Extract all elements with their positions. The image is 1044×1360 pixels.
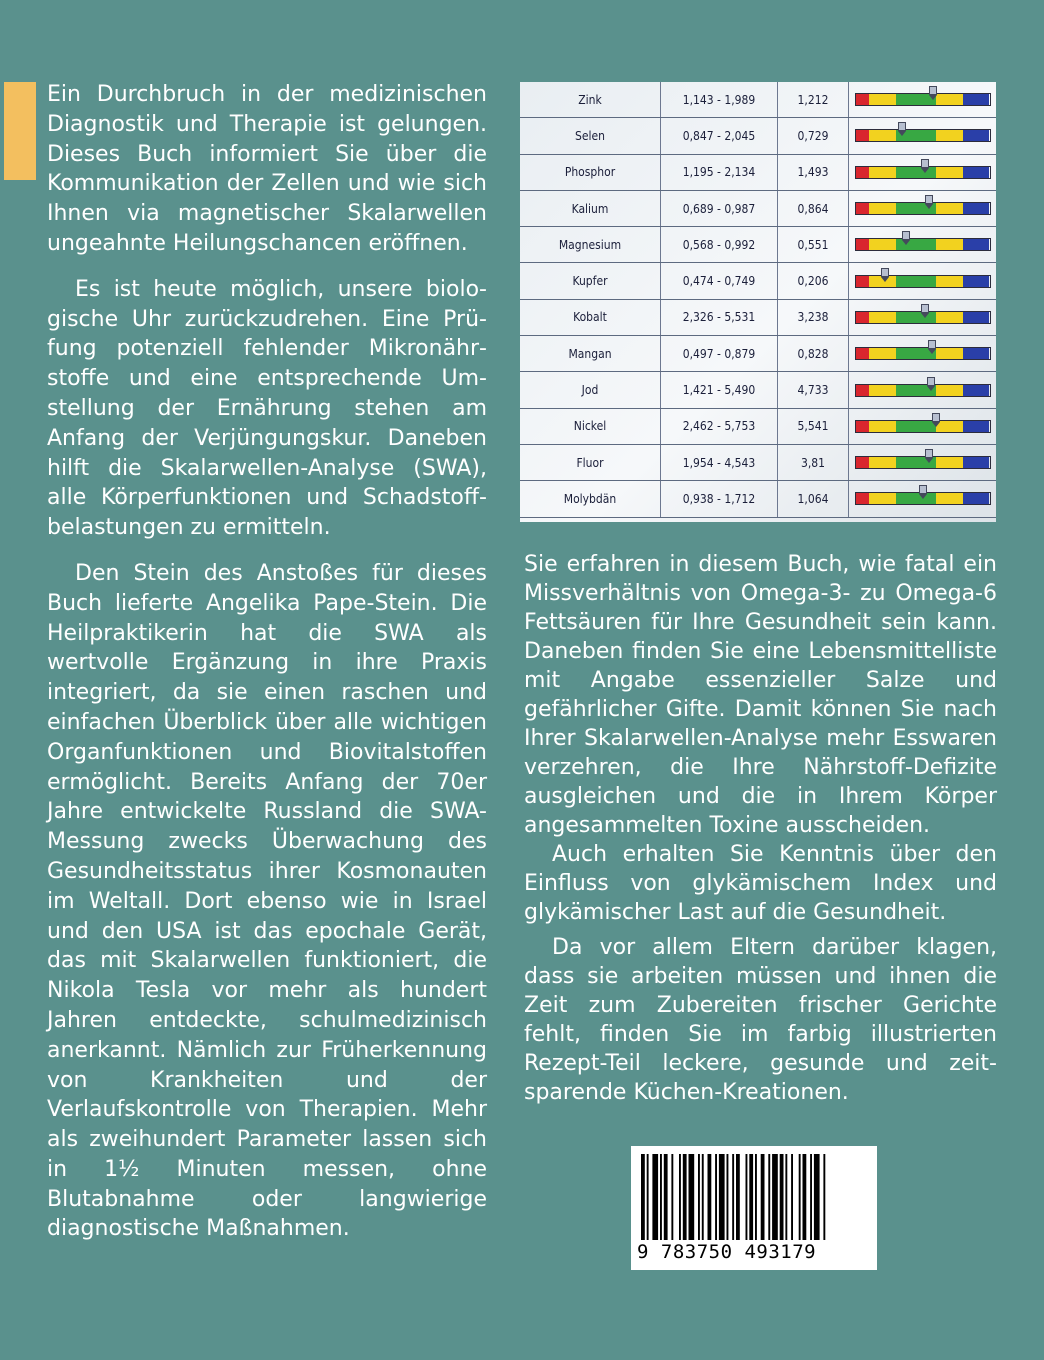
right-paragraph-1: Sie erfahren in diesem Buch, wie fatal ein Missverhältnis von Omega-3- zu Omega-6 Fettsäuren für Ihre Gesundheit sein kann. Daneben finden Sie eine Lebensmittelliste mit Angabe essenzieller Salze und gefährlicher Gifte. Damit können Sie nach Ihrer Skalarwellen-Analyse mehr Esswaren verzehren, die Ihre Nährstoff-Defizite ausgleichen und die in Ihrem Körper angesammelten Toxine ausscheiden.: [524, 552, 997, 838]
mineral-name: Jod: [520, 372, 661, 408]
level-gauge: [849, 118, 997, 154]
level-gauge: [849, 481, 997, 517]
gauge-bar: [855, 456, 991, 469]
mineral-name: Molybdän: [520, 481, 661, 517]
gauge-bar: [855, 311, 991, 324]
barcode-bar: [708, 1154, 712, 1240]
barcode-bar: [683, 1154, 687, 1240]
mineral-name: Selen: [520, 118, 661, 154]
barcode-bar: [715, 1154, 717, 1240]
barcode-bar: [732, 1154, 734, 1240]
barcode-bar: [736, 1154, 740, 1240]
measured-value: 3,238: [778, 299, 849, 335]
barcode-bar: [803, 1154, 807, 1240]
mineral-name: Magnesium: [520, 227, 661, 263]
accent-bar: [4, 82, 36, 180]
mineral-name: Kalium: [520, 190, 661, 226]
gauge-bar: [855, 347, 991, 360]
measured-value: 1,493: [778, 154, 849, 190]
barcode-bar: [719, 1154, 725, 1240]
level-gauge: [849, 263, 997, 299]
table-row: [520, 481, 996, 517]
level-gauge: [849, 444, 997, 480]
barcode-digits: 9 783750 493179: [637, 1241, 817, 1263]
level-gauge: [849, 227, 997, 263]
gauge-bar: [855, 202, 991, 215]
table-row: [520, 444, 996, 480]
gauge-bar: [855, 384, 991, 397]
barcode-bar: [780, 1154, 784, 1240]
barcode-bar: [702, 1154, 704, 1240]
level-gauge: [849, 336, 997, 372]
measured-value: 1,212: [778, 82, 849, 118]
table-row: [520, 408, 996, 444]
mineral-table: [520, 82, 996, 518]
reference-range: 1,421 - 5,490: [661, 372, 778, 408]
gauge-marker-icon: [929, 86, 937, 100]
measured-value: 1,064: [778, 481, 849, 517]
barcode-bar: [647, 1154, 649, 1240]
measured-value: 0,206: [778, 263, 849, 299]
gauge-marker-icon: [927, 377, 935, 391]
measured-value: 5,541: [778, 408, 849, 444]
level-gauge: [849, 299, 997, 335]
barcode-bar: [749, 1154, 753, 1240]
gauge-bar: [855, 166, 991, 179]
barcode-bars: [641, 1154, 867, 1240]
barcode-bar: [768, 1154, 770, 1240]
gauge-marker-icon: [921, 304, 929, 318]
reference-range: 1,195 - 2,134: [661, 154, 778, 190]
mineral-name: Kupfer: [520, 263, 661, 299]
barcode-bar: [746, 1154, 748, 1240]
mineral-name: Zink: [520, 82, 661, 118]
gauge-bar: [855, 492, 991, 505]
measured-value: 4,733: [778, 372, 849, 408]
gauge-marker-icon: [921, 159, 929, 173]
barcode-bar: [660, 1154, 662, 1240]
table-row: [520, 372, 996, 408]
table-row: [520, 299, 996, 335]
table-row: [520, 154, 996, 190]
mineral-name: Phosphor: [520, 154, 661, 190]
reference-range: 0,689 - 0,987: [661, 190, 778, 226]
barcode-bar: [799, 1154, 801, 1240]
barcode-bar: [664, 1154, 668, 1240]
level-gauge: [849, 190, 997, 226]
barcode-bar: [641, 1154, 645, 1240]
reference-range: 0,938 - 1,712: [661, 481, 778, 517]
barcode-bar: [814, 1154, 820, 1240]
reference-range: 2,462 - 5,753: [661, 408, 778, 444]
table-row: [520, 190, 996, 226]
gauge-marker-icon: [932, 413, 940, 427]
barcode-bar: [785, 1154, 787, 1240]
measured-value: 3,81: [778, 444, 849, 480]
barcode-bar: [823, 1154, 825, 1240]
gauge-bar: [855, 129, 991, 142]
gauge-marker-icon: [881, 268, 889, 282]
reference-range: 1,954 - 4,543: [661, 444, 778, 480]
table-row: [520, 336, 996, 372]
gauge-marker-icon: [902, 231, 910, 245]
left-text-column: [47, 80, 487, 1244]
left-paragraph-2: Es ist heute möglich, unsere biologische Uhr zurückzudrehen. Eine Prüfung potenziell fehlender Mikronährstoffe und eine entsprechende Umstellung der Ernährung stehen am Anfang der Verjüngungskur. Daneben hilft die Skalarwellen-Analyse (SWA), alle Körperfunktionen und Schadstoffbelastungen zu ermitteln.: [47, 276, 487, 541]
gauge-bar: [855, 238, 991, 251]
mineral-name: Nickel: [520, 408, 661, 444]
right-text-column: [524, 550, 997, 1107]
barcode-bar: [679, 1154, 681, 1240]
reference-range: 0,847 - 2,045: [661, 118, 778, 154]
gauge-marker-icon: [928, 340, 936, 354]
table-row: [520, 227, 996, 263]
left-paragraph-3: Den Stein des Anstoßes für dieses Buch lieferte Angelika Pape-Stein. Die Heilpraktikerin hat die SWA als wertvolle Ergänzung in ihre Praxis integriert, da sie einen raschen und einfachen Überblick über alle wichtigen Organfunktionen und Biovitalstoffen ermöglicht. Bereits Anfang der 70er Jahre entwickelte Russland die SWA-Messung zwecks Überwachung des Gesundheitsstatus ihrer Kosmonauten im Weltall. Dort ebenso wie in Israel und den USA ist das epochale Gerät, das mit Skalarwellen funktioniert, die Nikola Tesla vor mehr als hundert Jahren entdeckte, schulmedizinisch anerkannt. Nämlich zur Früherkennung von Krankheiten und der Verlaufskontrolle von Therapien. Mehr als zweihundert Parameter lassen sich in 1½ Minuten messen, ohne Blutabnahme oder langwierige diagnostische Maßnahmen.: [47, 560, 487, 1242]
analysis-photo: [520, 82, 996, 522]
gauge-bar: [855, 93, 991, 106]
barcode-bar: [652, 1154, 658, 1240]
right-paragraph-2: Auch erhalten Sie Kenntnis über den Einfluss von glykämischem Index und glykämischer Last auf die Gesundheit.: [524, 842, 997, 925]
gauge-bar: [855, 275, 991, 288]
barcode-bar: [689, 1154, 695, 1240]
gauge-marker-icon: [898, 122, 906, 136]
barcode-bar: [761, 1154, 765, 1240]
barcode-bar: [772, 1154, 778, 1240]
barcode-bar: [698, 1154, 700, 1240]
measured-value: 0,729: [778, 118, 849, 154]
gauge-marker-icon: [925, 449, 933, 463]
barcode-bar: [791, 1154, 793, 1240]
level-gauge: [849, 408, 997, 444]
level-gauge: [849, 154, 997, 190]
barcode-bar: [810, 1154, 812, 1240]
reference-range: 0,497 - 0,879: [661, 336, 778, 372]
reference-range: 0,474 - 0,749: [661, 263, 778, 299]
gauge-marker-icon: [925, 195, 933, 209]
gauge-marker-icon: [919, 485, 927, 499]
barcode-bar: [671, 1154, 673, 1240]
barcode-bar: [727, 1154, 729, 1240]
barcode-bar: [755, 1154, 757, 1240]
mineral-name: Fluor: [520, 444, 661, 480]
gauge-bar: [855, 420, 991, 433]
table-row: [520, 82, 996, 118]
level-gauge: [849, 82, 997, 118]
table-row: [520, 263, 996, 299]
barcode: [631, 1146, 877, 1270]
mineral-name: Kobalt: [520, 299, 661, 335]
measured-value: 0,551: [778, 227, 849, 263]
left-paragraph-1: Ein Durchbruch in der medizinischen Diagnostik und Therapie ist gelungen. Dieses Buch informiert Sie über die Kommunikation der Zellen und wie sich Ihnen via magnetischer Skalarwellen ungeahnte Heilungschancen eröffnen.: [47, 82, 487, 256]
reference-range: 0,568 - 0,992: [661, 227, 778, 263]
table-row: [520, 118, 996, 154]
reference-range: 2,326 - 5,531: [661, 299, 778, 335]
measured-value: 0,864: [778, 190, 849, 226]
right-paragraph-3: Da vor allem Eltern darüber klagen, dass sie arbeiten müssen und ihnen die Zeit zum Zubereiten frischer Gerichte fehlt, finden Sie im farbig illustrierten Rezept-Teil leckere, gesunde und zeitsparende Küchen-Kreationen.: [524, 935, 997, 1105]
measured-value: 0,828: [778, 336, 849, 372]
reference-range: 1,143 - 1,989: [661, 82, 778, 118]
mineral-name: Mangan: [520, 336, 661, 372]
level-gauge: [849, 372, 997, 408]
